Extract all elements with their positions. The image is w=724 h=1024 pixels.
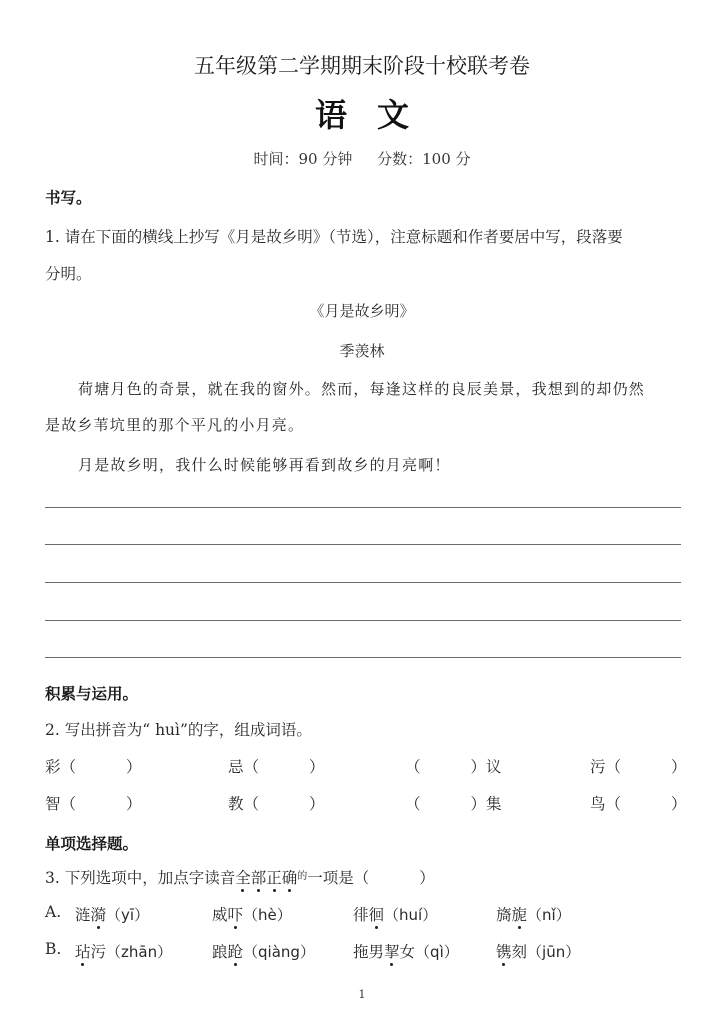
option-label: A.	[45, 903, 62, 921]
section-heading-single-choice: 单项选择题。	[45, 835, 139, 853]
fill-blank[interactable]: （ ）议	[405, 758, 502, 776]
passage-paragraph1-line2: 是故乡苇坑里的那个平凡的小月亮。	[45, 416, 305, 434]
passage-paragraph1-line1: 荷塘月色的奇景，就在我的窗外。然而，每逢这样的良辰美景，我想到的却仍然	[78, 380, 646, 398]
writing-line-4[interactable]	[45, 620, 681, 621]
exam-meta	[0, 148, 724, 169]
q1-text-line2: 分明。	[45, 265, 92, 283]
writing-line-5[interactable]	[45, 657, 681, 658]
page-number: 1	[358, 988, 366, 1001]
fill-blank[interactable]: 智（ ）	[45, 795, 142, 813]
fill-blank[interactable]: 污（ ）	[590, 758, 687, 776]
option-item: 踉跄（qiàng）	[212, 943, 315, 961]
total-score: 分数：100 分	[377, 150, 471, 168]
option-item: 拖男挈女（qì）	[353, 943, 459, 961]
passage-title: 《月是故乡明》	[309, 302, 415, 320]
option-item: 涟漪（yī）	[75, 906, 150, 924]
fill-blank[interactable]: 彩（ ）	[45, 758, 142, 776]
option-label: B.	[45, 940, 62, 958]
section-heading-writing: 书写。	[45, 189, 92, 207]
fill-blank[interactable]: （ ）集	[405, 795, 502, 813]
passage-author: 季羡林	[339, 342, 385, 360]
exam-title: 五年级第二学期期末阶段十校联考卷	[194, 54, 530, 78]
option-item: 镌刻（jūn）	[496, 943, 581, 961]
fill-blank[interactable]: 鸟（ ）	[590, 795, 687, 813]
fill-blank[interactable]: 教（ ）	[228, 795, 325, 813]
writing-line-1[interactable]	[45, 507, 681, 508]
q1-text-line1: 1. 请在下面的横线上抄写《月是故乡明》（节选），注意标题和作者要居中写，段落要	[45, 228, 623, 246]
option-item: 玷污（zhān）	[75, 943, 173, 961]
writing-line-2[interactable]	[45, 544, 681, 545]
option-item: 徘徊（huí）	[353, 906, 438, 924]
section-heading-accumulation: 积累与运用。	[45, 685, 139, 703]
q3-text: 3. 下列选项中，加点字读音全部正确$^的$一项是（ ）	[45, 869, 435, 887]
option-item: 威吓（hè）	[212, 906, 292, 924]
q2-text: 2. 写出拼音为“ huì”的字，组成词语。	[45, 721, 312, 739]
fill-blank[interactable]: 忌（ ）	[228, 758, 325, 776]
passage-paragraph2: 月是故乡明，我什么时候能够再看到故乡的月亮啊！	[78, 456, 451, 474]
subject-title: 语文	[314, 96, 439, 134]
option-item: 旖旎（nǐ）	[496, 906, 571, 924]
writing-line-3[interactable]	[45, 582, 681, 583]
time-limit: 时间：90 分钟	[253, 150, 353, 168]
